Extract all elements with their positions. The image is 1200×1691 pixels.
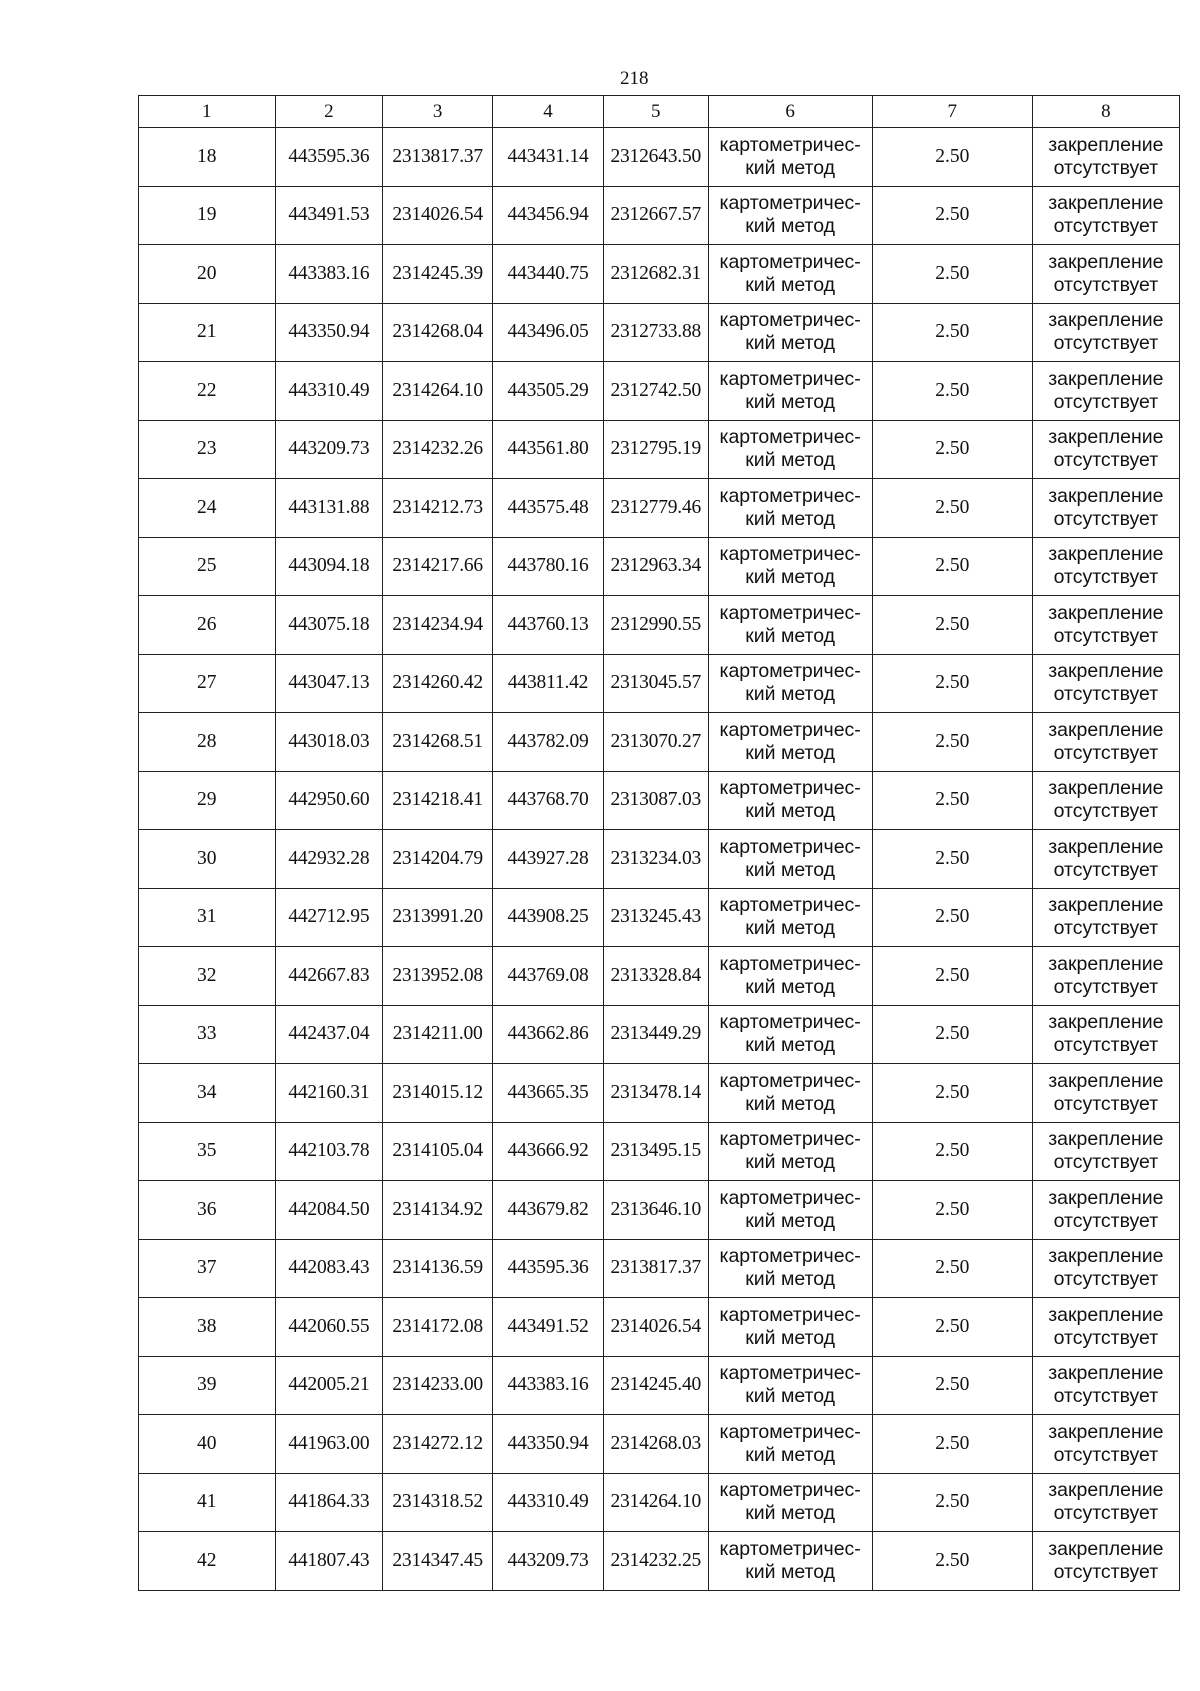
y1-cell: 2314211.00 [383, 1005, 493, 1064]
table-body [139, 128, 1180, 1591]
x1-cell: 443075.18 [275, 596, 383, 655]
y1-cell: 2314264.10 [383, 362, 493, 421]
point-number-cell: 20 [139, 245, 276, 304]
x1-cell: 443383.16 [275, 245, 383, 304]
accuracy-cell: 2.50 [872, 771, 1032, 830]
y1-cell: 2314233.00 [383, 1356, 493, 1415]
method-cell: картометричес- кий метод [708, 128, 872, 187]
table-row [139, 1181, 1180, 1240]
y2-cell: 2313449.29 [604, 1005, 709, 1064]
x2-cell: 443575.48 [493, 479, 604, 538]
coordinates-table [138, 95, 1180, 1591]
table-row [139, 1005, 1180, 1064]
column-header-2: 2 [275, 96, 383, 128]
method-cell: картометричес- кий метод [708, 479, 872, 538]
point-number-cell: 37 [139, 1239, 276, 1298]
x1-cell: 443350.94 [275, 303, 383, 362]
x1-cell: 443131.88 [275, 479, 383, 538]
fixing-cell: закрепление отсутствует [1032, 654, 1179, 713]
y2-cell: 2312779.46 [604, 479, 709, 538]
x2-cell: 443595.36 [493, 1239, 604, 1298]
point-number-cell: 25 [139, 537, 276, 596]
table-row [139, 362, 1180, 421]
fixing-cell: закрепление отсутствует [1032, 1298, 1179, 1357]
method-cell: картометричес- кий метод [708, 1122, 872, 1181]
fixing-cell: закрепление отсутствует [1032, 1473, 1179, 1532]
accuracy-cell: 2.50 [872, 1122, 1032, 1181]
x1-cell: 441963.00 [275, 1415, 383, 1474]
method-cell: картометричес- кий метод [708, 713, 872, 772]
y2-cell: 2312742.50 [604, 362, 709, 421]
fixing-cell: закрепление отсутствует [1032, 771, 1179, 830]
fixing-cell: закрепление отсутствует [1032, 596, 1179, 655]
x2-cell: 443456.94 [493, 186, 604, 245]
x2-cell: 443768.70 [493, 771, 604, 830]
x2-cell: 443496.05 [493, 303, 604, 362]
y1-cell: 2314015.12 [383, 1064, 493, 1123]
point-number-cell: 19 [139, 186, 276, 245]
method-cell: картометричес- кий метод [708, 1181, 872, 1240]
x2-cell: 443561.80 [493, 420, 604, 479]
x1-cell: 443018.03 [275, 713, 383, 772]
y1-cell: 2313991.20 [383, 888, 493, 947]
table-row [139, 537, 1180, 596]
x2-cell: 443665.35 [493, 1064, 604, 1123]
y2-cell: 2312963.34 [604, 537, 709, 596]
y2-cell: 2313070.27 [604, 713, 709, 772]
x1-cell: 442712.95 [275, 888, 383, 947]
x1-cell: 441864.33 [275, 1473, 383, 1532]
y2-cell: 2313817.37 [604, 1239, 709, 1298]
table-row [139, 186, 1180, 245]
fixing-cell: закрепление отсутствует [1032, 1356, 1179, 1415]
point-number-cell: 41 [139, 1473, 276, 1532]
accuracy-cell: 2.50 [872, 1298, 1032, 1357]
x2-cell: 443350.94 [493, 1415, 604, 1474]
point-number-cell: 33 [139, 1005, 276, 1064]
x1-cell: 443595.36 [275, 128, 383, 187]
y1-cell: 2314204.79 [383, 830, 493, 889]
point-number-cell: 40 [139, 1415, 276, 1474]
method-cell: картометричес- кий метод [708, 830, 872, 889]
table-row [139, 1532, 1180, 1591]
table-row [139, 713, 1180, 772]
column-header-6: 6 [708, 96, 872, 128]
x1-cell: 443209.73 [275, 420, 383, 479]
column-header-4: 4 [493, 96, 604, 128]
y1-cell: 2314245.39 [383, 245, 493, 304]
accuracy-cell: 2.50 [872, 245, 1032, 304]
y1-cell: 2314272.12 [383, 1415, 493, 1474]
y1-cell: 2313952.08 [383, 947, 493, 1006]
table-row [139, 479, 1180, 538]
fixing-cell: закрепление отсутствует [1032, 713, 1179, 772]
x1-cell: 442103.78 [275, 1122, 383, 1181]
method-cell: картометричес- кий метод [708, 303, 872, 362]
x2-cell: 443431.14 [493, 128, 604, 187]
point-number-cell: 29 [139, 771, 276, 830]
y2-cell: 2313495.15 [604, 1122, 709, 1181]
x2-cell: 443780.16 [493, 537, 604, 596]
method-cell: картометричес- кий метод [708, 186, 872, 245]
accuracy-cell: 2.50 [872, 713, 1032, 772]
x1-cell: 443310.49 [275, 362, 383, 421]
x1-cell: 442060.55 [275, 1298, 383, 1357]
y1-cell: 2314218.41 [383, 771, 493, 830]
fixing-cell: закрепление отсутствует [1032, 303, 1179, 362]
fixing-cell: закрепление отсутствует [1032, 1005, 1179, 1064]
x1-cell: 443491.53 [275, 186, 383, 245]
accuracy-cell: 2.50 [872, 1532, 1032, 1591]
x2-cell: 443440.75 [493, 245, 604, 304]
y2-cell: 2312643.50 [604, 128, 709, 187]
x2-cell: 443679.82 [493, 1181, 604, 1240]
accuracy-cell: 2.50 [872, 654, 1032, 713]
x2-cell: 443760.13 [493, 596, 604, 655]
x2-cell: 443662.86 [493, 1005, 604, 1064]
table-row [139, 1122, 1180, 1181]
accuracy-cell: 2.50 [872, 479, 1032, 538]
method-cell: картометричес- кий метод [708, 1415, 872, 1474]
x1-cell: 442005.21 [275, 1356, 383, 1415]
fixing-cell: закрепление отсутствует [1032, 947, 1179, 1006]
y2-cell: 2312990.55 [604, 596, 709, 655]
x1-cell: 443047.13 [275, 654, 383, 713]
y2-cell: 2314232.25 [604, 1532, 709, 1591]
accuracy-cell: 2.50 [872, 830, 1032, 889]
accuracy-cell: 2.50 [872, 1473, 1032, 1532]
y2-cell: 2313234.03 [604, 830, 709, 889]
y2-cell: 2312733.88 [604, 303, 709, 362]
method-cell: картометричес- кий метод [708, 1005, 872, 1064]
y2-cell: 2314026.54 [604, 1298, 709, 1357]
column-header-8: 8 [1032, 96, 1179, 128]
y1-cell: 2314234.94 [383, 596, 493, 655]
page-number: 218 [620, 68, 649, 89]
table-row [139, 1064, 1180, 1123]
accuracy-cell: 2.50 [872, 1064, 1032, 1123]
accuracy-cell: 2.50 [872, 303, 1032, 362]
x2-cell: 443908.25 [493, 888, 604, 947]
x2-cell: 443383.16 [493, 1356, 604, 1415]
table-row [139, 303, 1180, 362]
point-number-cell: 32 [139, 947, 276, 1006]
accuracy-cell: 2.50 [872, 1356, 1032, 1415]
y2-cell: 2312795.19 [604, 420, 709, 479]
accuracy-cell: 2.50 [872, 362, 1032, 421]
method-cell: картометричес- кий метод [708, 420, 872, 479]
y1-cell: 2314217.66 [383, 537, 493, 596]
y1-cell: 2314318.52 [383, 1473, 493, 1532]
method-cell: картометричес- кий метод [708, 888, 872, 947]
fixing-cell: закрепление отсутствует [1032, 888, 1179, 947]
table-row [139, 888, 1180, 947]
y1-cell: 2313817.37 [383, 128, 493, 187]
method-cell: картометричес- кий метод [708, 1356, 872, 1415]
point-number-cell: 26 [139, 596, 276, 655]
accuracy-cell: 2.50 [872, 186, 1032, 245]
point-number-cell: 30 [139, 830, 276, 889]
accuracy-cell: 2.50 [872, 128, 1032, 187]
point-number-cell: 27 [139, 654, 276, 713]
fixing-cell: закрепление отсутствует [1032, 1064, 1179, 1123]
y2-cell: 2313087.03 [604, 771, 709, 830]
fixing-cell: закрепление отсутствует [1032, 1239, 1179, 1298]
fixing-cell: закрепление отсутствует [1032, 830, 1179, 889]
x1-cell: 442437.04 [275, 1005, 383, 1064]
x2-cell: 443782.09 [493, 713, 604, 772]
x2-cell: 443666.92 [493, 1122, 604, 1181]
point-number-cell: 42 [139, 1532, 276, 1591]
x2-cell: 443769.08 [493, 947, 604, 1006]
method-cell: картометричес- кий метод [708, 1064, 872, 1123]
point-number-cell: 39 [139, 1356, 276, 1415]
y1-cell: 2314212.73 [383, 479, 493, 538]
accuracy-cell: 2.50 [872, 888, 1032, 947]
point-number-cell: 38 [139, 1298, 276, 1357]
y1-cell: 2314136.59 [383, 1239, 493, 1298]
fixing-cell: закрепление отсутствует [1032, 1532, 1179, 1591]
point-number-cell: 34 [139, 1064, 276, 1123]
point-number-cell: 35 [139, 1122, 276, 1181]
x1-cell: 442667.83 [275, 947, 383, 1006]
fixing-cell: закрепление отсутствует [1032, 186, 1179, 245]
table-row [139, 420, 1180, 479]
x1-cell: 442932.28 [275, 830, 383, 889]
accuracy-cell: 2.50 [872, 947, 1032, 1006]
table-row [139, 596, 1180, 655]
method-cell: картометричес- кий метод [708, 1239, 872, 1298]
table-row [139, 1239, 1180, 1298]
x1-cell: 442160.31 [275, 1064, 383, 1123]
x2-cell: 443505.29 [493, 362, 604, 421]
method-cell: картометричес- кий метод [708, 537, 872, 596]
y1-cell: 2314347.45 [383, 1532, 493, 1591]
x1-cell: 441807.43 [275, 1532, 383, 1591]
x1-cell: 442083.43 [275, 1239, 383, 1298]
y2-cell: 2314268.03 [604, 1415, 709, 1474]
y2-cell: 2313646.10 [604, 1181, 709, 1240]
fixing-cell: закрепление отсутствует [1032, 537, 1179, 596]
table-row [139, 771, 1180, 830]
table-row [139, 245, 1180, 304]
point-number-cell: 22 [139, 362, 276, 421]
table-row [139, 947, 1180, 1006]
method-cell: картометричес- кий метод [708, 596, 872, 655]
y1-cell: 2314026.54 [383, 186, 493, 245]
fixing-cell: закрепление отсутствует [1032, 128, 1179, 187]
accuracy-cell: 2.50 [872, 596, 1032, 655]
point-number-cell: 21 [139, 303, 276, 362]
method-cell: картометричес- кий метод [708, 947, 872, 1006]
fixing-cell: закрепление отсутствует [1032, 420, 1179, 479]
table-row [139, 1356, 1180, 1415]
accuracy-cell: 2.50 [872, 1239, 1032, 1298]
x2-cell: 443811.42 [493, 654, 604, 713]
x2-cell: 443927.28 [493, 830, 604, 889]
fixing-cell: закрепление отсутствует [1032, 1181, 1179, 1240]
y1-cell: 2314260.42 [383, 654, 493, 713]
point-number-cell: 23 [139, 420, 276, 479]
method-cell: картометричес- кий метод [708, 1298, 872, 1357]
y2-cell: 2314264.10 [604, 1473, 709, 1532]
point-number-cell: 36 [139, 1181, 276, 1240]
column-header-3: 3 [383, 96, 493, 128]
accuracy-cell: 2.50 [872, 1005, 1032, 1064]
table-row [139, 128, 1180, 187]
x1-cell: 442084.50 [275, 1181, 383, 1240]
accuracy-cell: 2.50 [872, 420, 1032, 479]
method-cell: картометричес- кий метод [708, 1473, 872, 1532]
y2-cell: 2312682.31 [604, 245, 709, 304]
table-row [139, 1415, 1180, 1474]
accuracy-cell: 2.50 [872, 537, 1032, 596]
fixing-cell: закрепление отсутствует [1032, 362, 1179, 421]
y1-cell: 2314172.08 [383, 1298, 493, 1357]
y1-cell: 2314268.04 [383, 303, 493, 362]
y1-cell: 2314232.26 [383, 420, 493, 479]
x1-cell: 442950.60 [275, 771, 383, 830]
table-row [139, 654, 1180, 713]
method-cell: картометричес- кий метод [708, 245, 872, 304]
y2-cell: 2313245.43 [604, 888, 709, 947]
x2-cell: 443209.73 [493, 1532, 604, 1591]
point-number-cell: 18 [139, 128, 276, 187]
table-row [139, 1298, 1180, 1357]
x1-cell: 443094.18 [275, 537, 383, 596]
column-header-7: 7 [872, 96, 1032, 128]
y2-cell: 2314245.40 [604, 1356, 709, 1415]
y2-cell: 2313478.14 [604, 1064, 709, 1123]
y2-cell: 2313328.84 [604, 947, 709, 1006]
method-cell: картометричес- кий метод [708, 362, 872, 421]
point-number-cell: 24 [139, 479, 276, 538]
fixing-cell: закрепление отсутствует [1032, 1415, 1179, 1474]
y1-cell: 2314105.04 [383, 1122, 493, 1181]
accuracy-cell: 2.50 [872, 1181, 1032, 1240]
header-row [139, 96, 1180, 128]
y2-cell: 2312667.57 [604, 186, 709, 245]
column-header-5: 5 [604, 96, 709, 128]
method-cell: картометричес- кий метод [708, 654, 872, 713]
column-header-1: 1 [139, 96, 276, 128]
fixing-cell: закрепление отсутствует [1032, 479, 1179, 538]
table-row [139, 1473, 1180, 1532]
x2-cell: 443491.52 [493, 1298, 604, 1357]
y1-cell: 2314134.92 [383, 1181, 493, 1240]
accuracy-cell: 2.50 [872, 1415, 1032, 1474]
table-row [139, 830, 1180, 889]
y2-cell: 2313045.57 [604, 654, 709, 713]
fixing-cell: закрепление отсутствует [1032, 245, 1179, 304]
x2-cell: 443310.49 [493, 1473, 604, 1532]
method-cell: картометричес- кий метод [708, 771, 872, 830]
point-number-cell: 31 [139, 888, 276, 947]
method-cell: картометричес- кий метод [708, 1532, 872, 1591]
y1-cell: 2314268.51 [383, 713, 493, 772]
point-number-cell: 28 [139, 713, 276, 772]
fixing-cell: закрепление отсутствует [1032, 1122, 1179, 1181]
